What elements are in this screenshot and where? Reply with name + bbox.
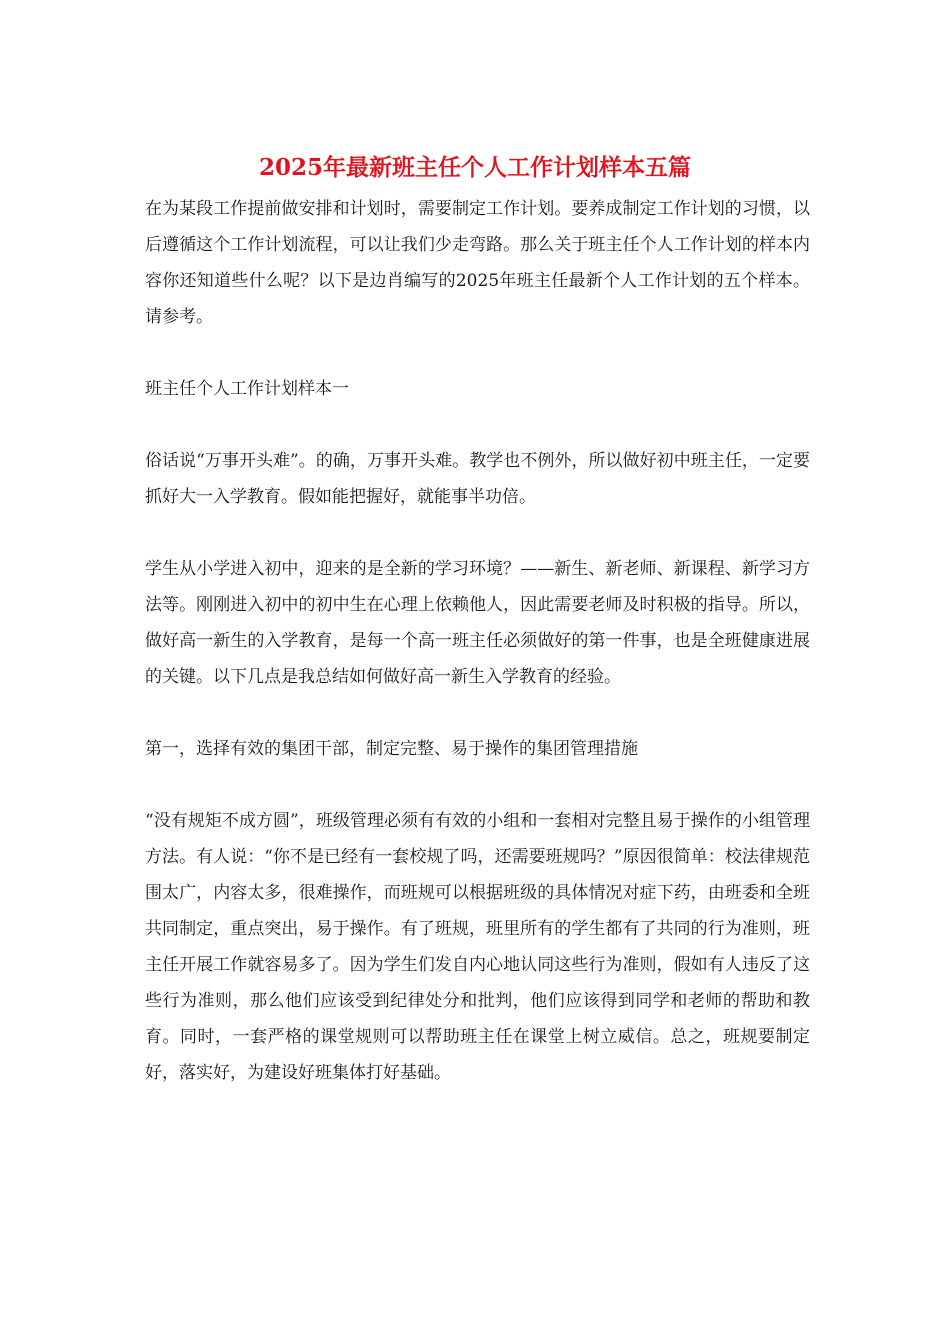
sub-heading-first-point: 第一，选择有效的集团干部，制定完整、易于操作的集团管理措施 <box>145 739 638 759</box>
document-title: 2025年最新班主任个人工作计划样本五篇 <box>258 154 691 181</box>
body-paragraph: “没有规矩不成方圆”，班级管理必须有有效的小组和一套相对完整且易于操作的小组管理方法。有人说：“你不是已经有一套校规了吗，还需要班规吗？”原因很简单：校法律规范围太广，内容太多，很难操作，而班规可以根据班级的具体情况对症下药，由班委和全班共同制定，重点突出，易于操作。有了班规，班里所有的学生都有了共同的行为准则，班主任开展工作就容易多了。因为学生们发自内心地认同这些行为准则，假如有人违反了这些行为准则，那么他们应该受到纪律处分和批判，他们应该得到同学和老师的帮助和教育。同时，一套严格的课堂规则可以帮助班主任在课堂上树立威信。总之，班规要制定好，落实好，为建设好班集体打好基础。 <box>145 811 810 1083</box>
body-paragraph: 学生从小学进入初中，迎来的是全新的学习环境？——新生、新老师、新课程、新学习方法等。刚刚进入初中的初中生在心理上依赖他人，因此需要老师及时积极的指导。所以，做好高一新生的入学教育，是每一个高一班主任必须做好的第一件事，也是全班健康进展的关键。以下几点是我总结如何做好高一新生入学教育的经验。 <box>145 559 810 687</box>
intro-paragraph: 在为某段工作提前做安排和计划时，需要制定工作计划。要养成制定工作计划的习惯，以后遵循这个工作计划流程，可以让我们少走弯路。那么关于班主任个人工作计划的样本内容你还知道些什么呢？以下是边肖编写的2025年班主任最新个人工作计划的五个样本。请参考。 <box>145 199 810 327</box>
section-heading-sample-one: 班主任个人工作计划样本一 <box>145 379 349 399</box>
body-paragraph: 俗话说“万事开头难”。的确，万事开头难。教学也不例外，所以做好初中班主任，一定要抓好大一入学教育。假如能把握好，就能事半功倍。 <box>145 451 810 507</box>
document-body <box>145 191 810 1127</box>
